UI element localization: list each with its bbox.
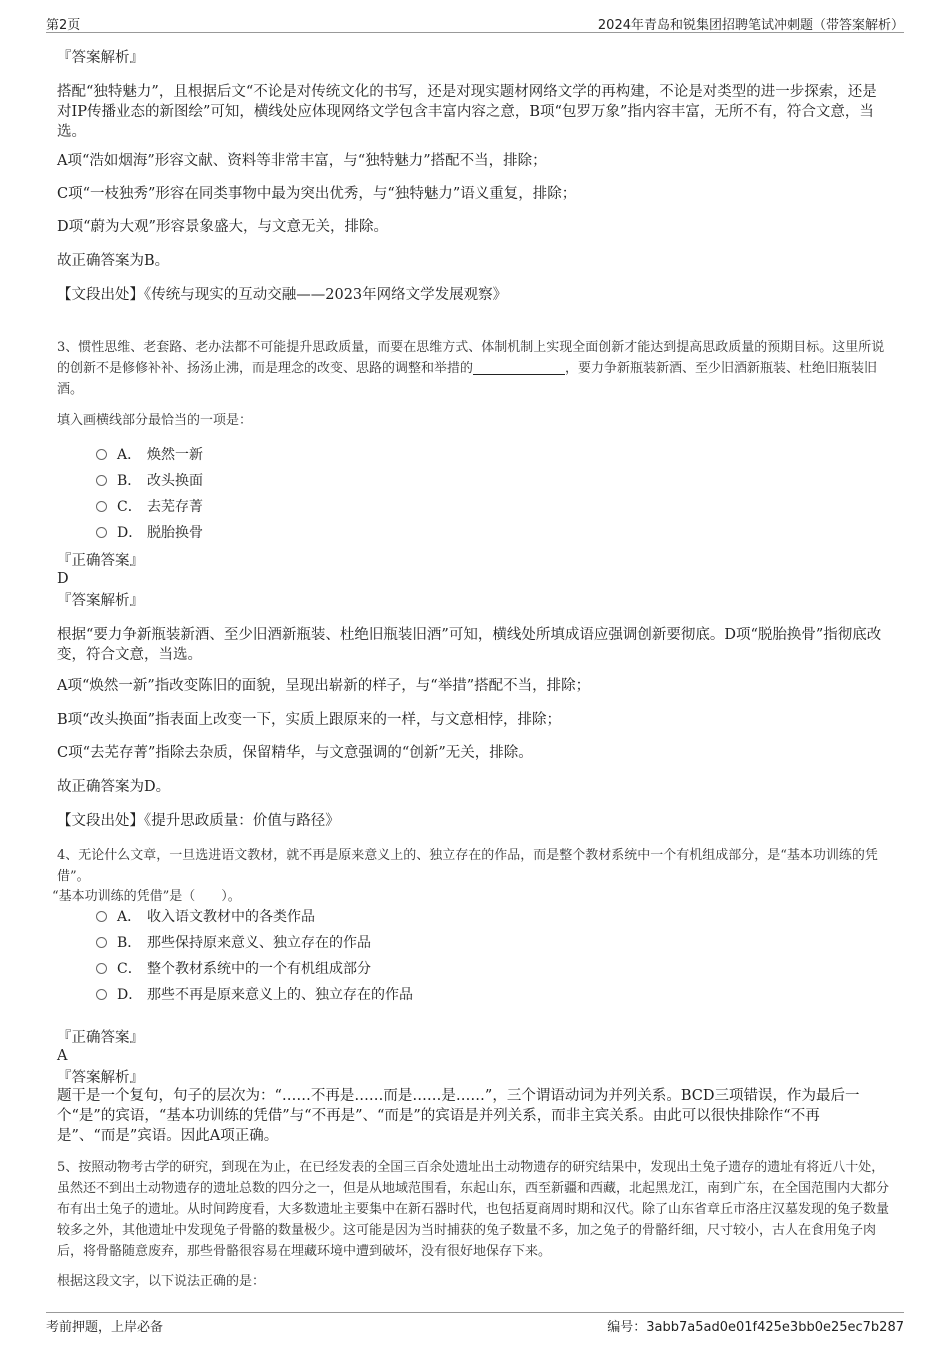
radio-icon[interactable] (96, 527, 107, 538)
q3-analysis-option-b: B项“改头换面”指表面上改变一下，实质上跟原来的一样，与文意相悖，排除； (57, 712, 561, 728)
q4-option-a[interactable]: A． 收入语文教材中的各类作品 (96, 907, 315, 927)
q3-analysis-paragraph: 根据“要力争新瓶装新酒、至少旧酒新瓶装、杜绝旧瓶装旧酒”可知，横线处所填成语应强调创新要彻底。D项“脱胎换骨”指彻底改变，符合文意，当选。 (57, 627, 882, 663)
q2-source: 【文段出处】《传统与现实的互动交融——2023年网络文学发展观察》 (57, 287, 508, 303)
q4-option-d[interactable]: D． 那些不再是原来意义上的、独立存在的作品 (96, 985, 413, 1005)
q2-analysis-option-d: D项“蔚为大观”形容景象盛大，与文意无关，排除。 (57, 219, 388, 235)
q3-option-c[interactable]: C． 去芜存菁 (96, 497, 203, 517)
radio-icon[interactable] (96, 989, 107, 1000)
q4-prompt: “基本功训练的凭借”是（ ）。 (52, 889, 241, 904)
q2-conclusion: 故正确答案为B。 (57, 253, 170, 269)
q3-source: 【文段出处】《提升思政质量：价值与路径》 (57, 813, 340, 829)
q3-answer: D (57, 571, 69, 587)
page-header (46, 12, 904, 33)
page-footer (46, 1312, 904, 1335)
page-number: 第2页 (46, 18, 81, 33)
q4-option-b[interactable]: B． 那些保持原来意义、独立存在的作品 (96, 933, 371, 953)
q2-analysis-paragraph: 搭配“独特魅力”，且根据后文“不论是对传统文化的书写，还是对现实题材网络文学的再构建，不论是对类型的进一步探索，还是对IP传播业态的新图绘”可知，横线处应体现网络文学包含丰富内容之意，B项“包罗万象”指内容丰富，无所不有，符合文意，当选。 (57, 84, 877, 140)
q4-option-c[interactable]: C． 整个教材系统中的一个有机组成部分 (96, 959, 371, 979)
q2-analysis-option-c: C项“一枝独秀”形容在同类事物中最为突出优秀，与“独特魅力”语义重复，排除； (57, 186, 577, 202)
q3-analysis-option-a: A项“焕然一新”指改变陈旧的面貌，呈现出崭新的样子，与“举措”搭配不当，排除； (57, 678, 591, 694)
q4-answer-label: 『正确答案』 (57, 1030, 144, 1046)
q3-prompt: 填入画横线部分最恰当的一项是： (57, 413, 253, 428)
radio-icon[interactable] (96, 937, 107, 948)
footer-slogan: 考前押题，上岸必备 (46, 1320, 164, 1335)
q4-analysis-label: 『答案解析』 (57, 1070, 144, 1086)
q5-prompt: 根据这段文字，以下说法正确的是： (57, 1274, 266, 1289)
q4-stem: 4、无论什么文章，一旦选进语文教材，就不再是原来意义上的、独立存在的作品，而是整个教材系统中一个有机组成部分，是“基本功训练的凭借”。 (57, 848, 878, 884)
radio-icon[interactable] (96, 501, 107, 512)
q3-conclusion: 故正确答案为D。 (57, 779, 171, 795)
q5-stem: 5、按照动物考古学的研究，到现在为止，在已经发表的全国三百余处遗址出土动物遗存的研究结果中，发现出土兔子遗存的遗址有将近八十处，虽然还不到出土动物遗存的遗址总数的四分之一，但是从地域范围看，东起山东，西至新疆和西藏，北起黑龙江，南到广东，在全国范围内大都分布有出土兔子的遗址。从时间跨度看，大多数遗址主要集中在新石器时代，也包括夏商周时期和汉代。除了山东省章丘市洛庄汉墓发现的兔子数量较多之外，其他遗址中发现兔子骨骼的数量极少。这可能是因为当时捕获的兔子数量不多，加之兔子的骨骼纤细，尺寸较小，古人在食用兔子肉后，将骨骼随意废弃，那些骨骼很容易在埋藏环境中遭到破坏，没有很好地保存下来。 (57, 1160, 890, 1259)
q3-stem-part2: ，要力争新瓶装新酒、至少旧酒新瓶装、杜绝旧瓶装旧酒。 (57, 361, 878, 397)
radio-icon[interactable] (96, 911, 107, 922)
q3-answer-label: 『正确答案』 (57, 553, 144, 569)
q4-analysis-paragraph: 题干是一个复句，句子的层次为：“……不再是……而是……是……”，三个谓语动词为并列关系。BCD三项错误，作为最后一个“是”的宾语，“基本功训练的凭借”与“不再是”、“而是”的宾语是并列关系，而非主宾关系。由此可以很快排除作“不再是”、“而是”宾语。因此A项正确。 (57, 1088, 860, 1144)
radio-icon[interactable] (96, 475, 107, 486)
radio-icon[interactable] (96, 963, 107, 974)
footer-serial: 编号：3abb7a5ad0e01f425e3bb0e25ec7b287 (607, 1320, 904, 1335)
q3-blank (473, 360, 565, 375)
q3-analysis-label: 『答案解析』 (57, 593, 144, 609)
q2-analysis-option-a: A项“浩如烟海”形容文献、资料等非常丰富，与“独特魅力”搭配不当，排除； (57, 153, 547, 169)
q2-analysis-label: 『答案解析』 (57, 50, 144, 66)
radio-icon[interactable] (96, 449, 107, 460)
q3-option-a[interactable]: A． 焕然一新 (96, 445, 203, 465)
q3-option-d[interactable]: D． 脱胎换骨 (96, 523, 203, 543)
q3-stem (57, 337, 889, 400)
q3-stem-part1: 3、惯性思维、老套路、老办法都不可能提升思政质量，而要在思维方式、体制机制上实现全面创新才能达到提高思政质量的预期目标。这里所说的创新不是修修补补、扬汤止沸，而是理念的改变、思路的调整和举措的 (57, 340, 885, 376)
q3-option-b[interactable]: B． 改头换面 (96, 471, 203, 491)
q3-analysis-option-c: C项“去芜存菁”指除去杂质，保留精华，与文意强调的“创新”无关，排除。 (57, 745, 533, 761)
document-title: 2024年青岛和锐集团招聘笔试冲刺题（带答案解析） (597, 18, 904, 33)
q4-answer: A (57, 1048, 68, 1064)
